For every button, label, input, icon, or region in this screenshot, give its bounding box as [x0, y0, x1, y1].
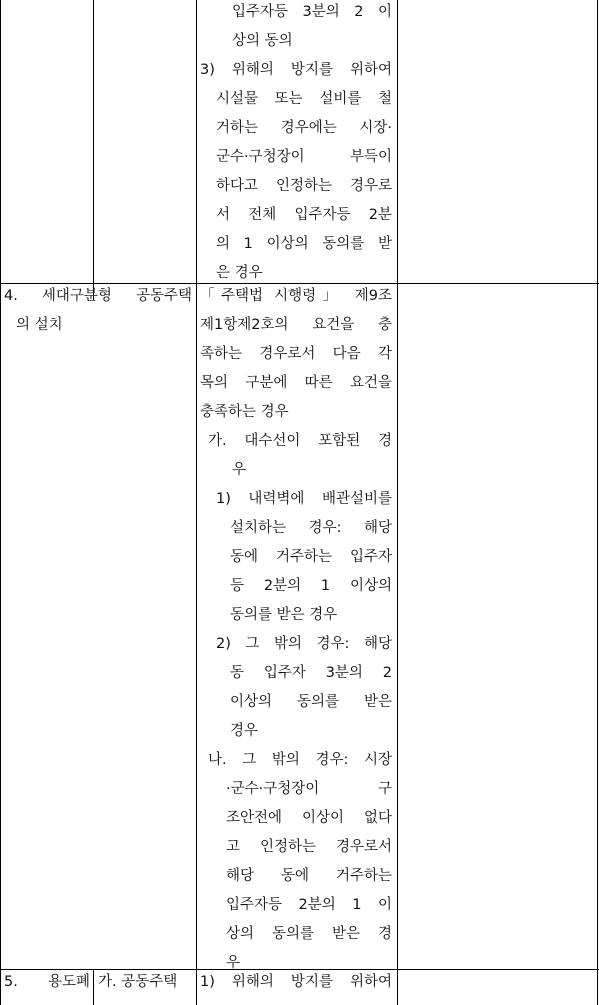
text-line: 거하는 경우에는 시장· [216, 120, 392, 136]
text-line: 3) 위해의 방지를 위하여 [200, 62, 392, 78]
text-line: 1) 위해의 방지를 위하여 [200, 974, 392, 990]
row-title-cont: 의 설치 [16, 317, 63, 333]
text-line: 이상의 동의를 받은 [230, 694, 392, 710]
text-line: 우 [226, 955, 241, 971]
row5-col3 [200, 968, 394, 997]
row5-col1 [4, 968, 92, 997]
row-subtitle: 가. 공동주택 [98, 974, 178, 990]
text-line: 해당 동에 거주하는 [226, 868, 392, 884]
column-divider-1-bottom [93, 970, 94, 1005]
item-ga: 가. 대수선이 포함된 경 [208, 433, 392, 449]
text-line: 「주택법 시행령」 제9조 [200, 288, 392, 304]
column-divider-1-top [93, 0, 94, 300]
text-line: 동의를 받은 경우 [230, 607, 338, 623]
row-title: 4. 세대구분형 공동주택 [4, 288, 192, 304]
text-line: 의 1 이상의 동의를 받 [216, 236, 392, 252]
text-line: 동 입주자 3분의 2 [230, 665, 392, 681]
text-line: 서 전체 입주자등 2분 [216, 207, 392, 223]
text-line: 경우 [230, 723, 259, 739]
text-line: 상의 동의를 받은 경 [226, 926, 392, 942]
column-divider-2 [196, 0, 197, 1005]
row-title: 5. 용도폐 [4, 974, 90, 990]
table-border-right [597, 0, 598, 1005]
text-line: 충족하는 경우 [200, 404, 289, 420]
row4-col3 [200, 282, 394, 978]
column-divider-3 [397, 0, 398, 1005]
text-line: 군수·구청장이 부득이 [216, 149, 392, 165]
text-line: 족하는 경우로서 다음 각 [200, 346, 392, 362]
text-line: 제1항제2호의 요건을 충 [200, 317, 392, 333]
top-row-col3 [200, 0, 394, 288]
subitem-2: 2) 그 밖의 경우: 해당 [216, 636, 392, 652]
text-line: 입주자등 2분의 1 이 [226, 897, 392, 913]
text-line: 시설물 또는 설비를 철 [216, 91, 392, 107]
text-line: 하다고 인정하는 경우로 [216, 178, 392, 194]
text-line: 조안전에 이상이 없다 [226, 810, 392, 826]
text-line: ·군수·구청장이 구 [226, 781, 392, 797]
text-line: 목의 구분에 따른 요건을 [200, 375, 392, 391]
row5-col2 [98, 968, 194, 997]
text-line: 입주자등 3분의 2 이 [232, 4, 392, 20]
text-line: 은 경우 [216, 265, 263, 281]
row4-col1 [4, 282, 192, 340]
text-line: 설치하는 경우: 해당 [230, 520, 392, 536]
item-na: 나. 그 밖의 경우: 시장 [208, 752, 392, 768]
text-line: 등 2분의 1 이상의 [230, 578, 392, 594]
text-line: 동에 거주하는 입주자 [230, 549, 392, 565]
text-line: 상의 동의 [232, 33, 293, 49]
subitem-1: 1) 내력벽에 배관설비를 [216, 491, 392, 507]
table-border-left [0, 0, 1, 1005]
text-line: 고 인정하는 경우로서 [226, 839, 392, 855]
text-line: 우 [232, 462, 247, 478]
